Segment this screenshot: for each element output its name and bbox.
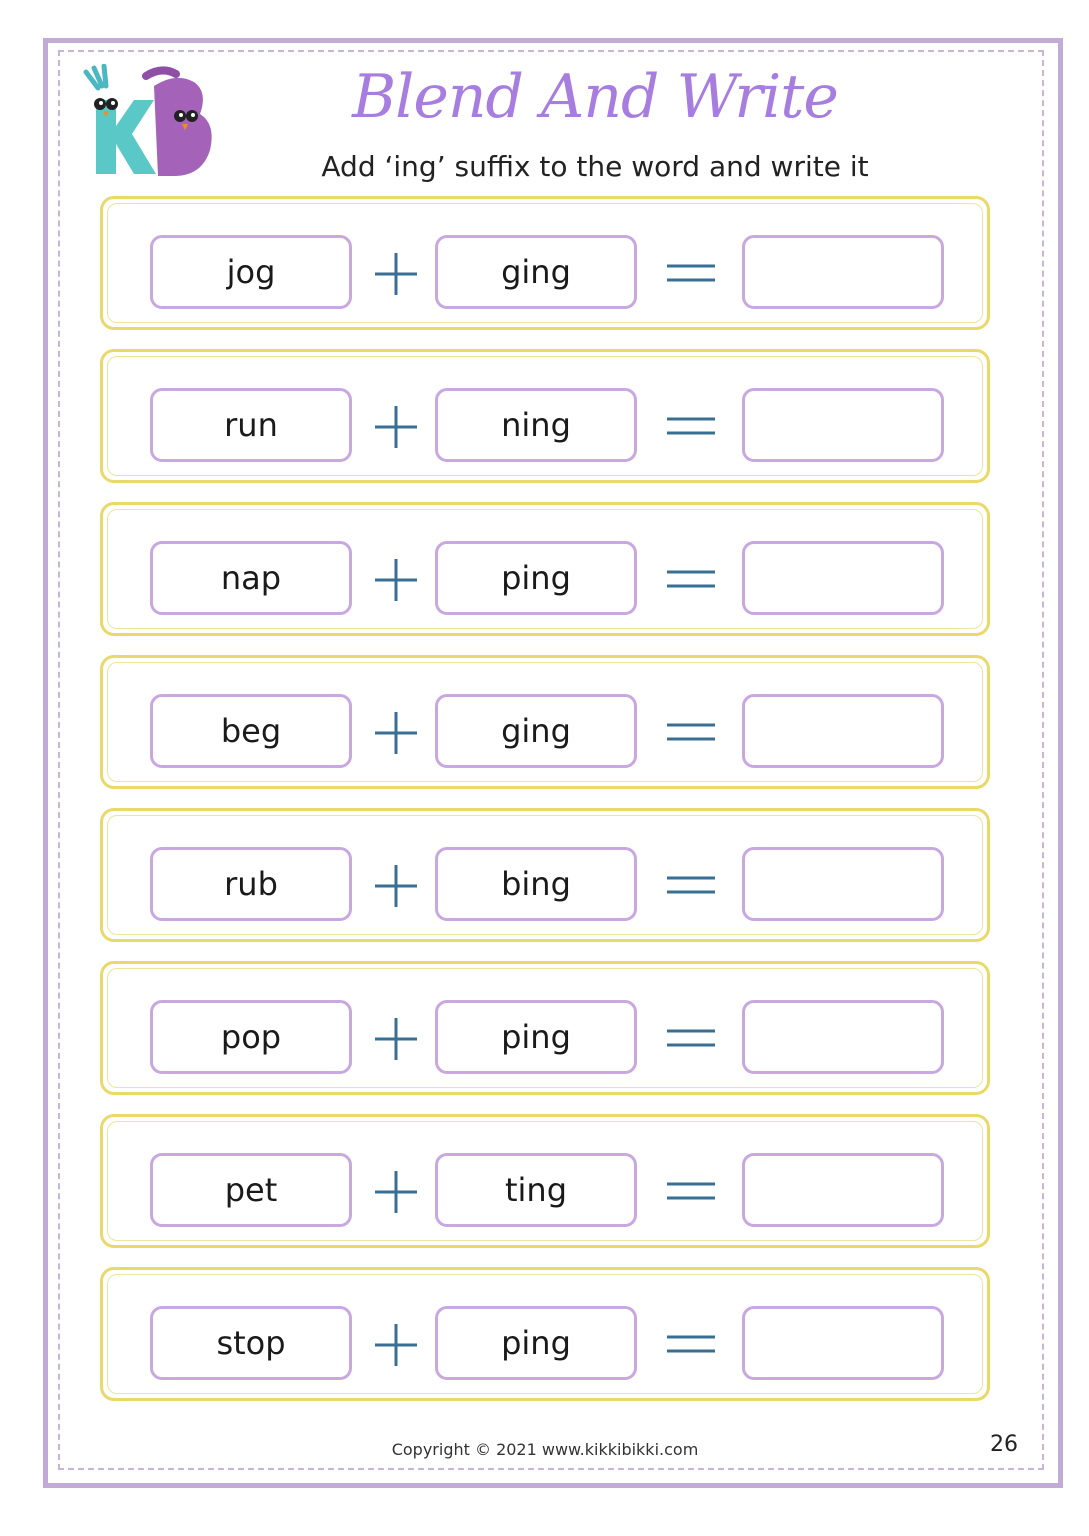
exercise-row — [100, 502, 990, 636]
plus-icon — [373, 557, 419, 603]
copyright-text: Copyright © 2021 www.kikkibikki.com — [391, 1440, 699, 1459]
exercise-row — [100, 349, 990, 483]
answer-box[interactable] — [742, 847, 944, 921]
suffix-box: ning — [435, 388, 637, 462]
exercise-row — [100, 655, 990, 789]
answer-box[interactable] — [742, 1153, 944, 1227]
base-word-box: rub — [150, 847, 352, 921]
suffix-box: ping — [435, 1306, 637, 1380]
plus-icon — [373, 251, 419, 297]
base-word-box: beg — [150, 694, 352, 768]
suffix-box: bing — [435, 847, 637, 921]
suffix-box: ging — [435, 694, 637, 768]
equals-icon — [665, 561, 717, 597]
base-word-box: pet — [150, 1153, 352, 1227]
exercise-row — [100, 196, 990, 330]
instruction-text: Add ‘ing’ suffix to the word and write it — [321, 150, 869, 183]
equals-icon — [665, 1326, 717, 1362]
suffix-box: ping — [435, 1000, 637, 1074]
equals-icon — [665, 1173, 717, 1209]
equals-icon — [665, 867, 717, 903]
answer-box[interactable] — [742, 1306, 944, 1380]
plus-icon — [373, 1016, 419, 1062]
page-number: 26 — [990, 1432, 1018, 1457]
exercise-row — [100, 1267, 990, 1401]
page-title: Blend And Write — [352, 62, 838, 132]
plus-icon — [373, 1322, 419, 1368]
suffix-box: ting — [435, 1153, 637, 1227]
exercise-row — [100, 808, 990, 942]
plus-icon — [373, 863, 419, 909]
exercise-row — [100, 1114, 990, 1248]
plus-icon — [373, 710, 419, 756]
equals-icon — [665, 255, 717, 291]
suffix-box: ping — [435, 541, 637, 615]
kb-logo — [76, 64, 216, 188]
plus-icon — [373, 1169, 419, 1215]
suffix-box: ging — [435, 235, 637, 309]
exercise-row — [100, 961, 990, 1095]
plus-icon — [373, 404, 419, 450]
base-word-box: nap — [150, 541, 352, 615]
answer-box[interactable] — [742, 694, 944, 768]
equals-icon — [665, 408, 717, 444]
base-word-box: stop — [150, 1306, 352, 1380]
base-word-box: run — [150, 388, 352, 462]
answer-box[interactable] — [742, 388, 944, 462]
equals-icon — [665, 714, 717, 750]
answer-box[interactable] — [742, 541, 944, 615]
answer-box[interactable] — [742, 235, 944, 309]
equals-icon — [665, 1020, 717, 1056]
base-word-box: jog — [150, 235, 352, 309]
answer-box[interactable] — [742, 1000, 944, 1074]
base-word-box: pop — [150, 1000, 352, 1074]
